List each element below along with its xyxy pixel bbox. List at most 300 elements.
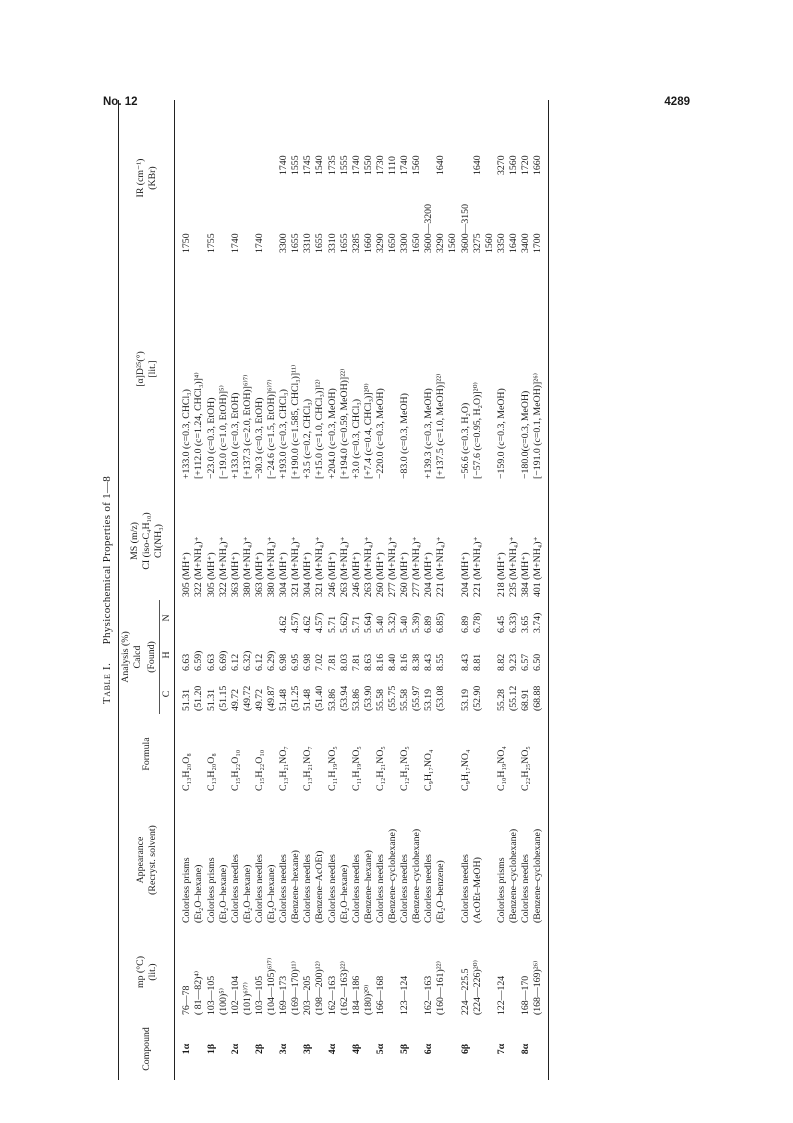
cell-h: 6.57 [520, 653, 531, 671]
cell-ms: 221 (M+NH₄)⁺ [435, 536, 447, 597]
cell-formula [435, 714, 447, 794]
cell-h: 8.16 [399, 653, 411, 671]
table-row [363, 100, 375, 1080]
cell-c: (55.75 [386, 685, 398, 711]
cell-rot: −83.0 (c=0.3, MeOH) [399, 393, 411, 479]
cell-rot: [−191.0 (c=0.1, MeOH)]²⁶⁾ [532, 256, 549, 482]
table-row [278, 100, 290, 1080]
cell-ms: 305 (MH⁺) [181, 552, 193, 597]
cell-ir1: 1560 [447, 233, 459, 253]
cell-compound [242, 1018, 254, 1080]
cell-app: Colorless needles [520, 854, 531, 923]
cell-ir1: 3290 [435, 233, 447, 253]
table-row [472, 100, 484, 1080]
cell-mp [387, 926, 399, 1018]
cell-compound: 4β [350, 1043, 362, 1055]
cell-rot [484, 256, 496, 482]
table-row [411, 100, 423, 1080]
cell-ms: 277 (M+NH₄)⁺ [386, 536, 398, 597]
cell-compound: 1α [181, 1043, 193, 1055]
cell-ir2: 1745 [302, 155, 314, 175]
cell-mp: (100)⁵⁾ [217, 987, 229, 1015]
cell-c: (51.15 [217, 685, 229, 711]
cell-formula: C₁₃H₂₁NO₇ [302, 746, 314, 791]
cell-ir2 [254, 100, 266, 178]
cell-mp [508, 926, 520, 1018]
cell-h: 7.81 [326, 653, 338, 671]
cell-rot: [+15.0 (c=1.0, CHCl₃)]¹²⁾ [314, 379, 326, 479]
cell-mp: 166—168 [374, 975, 386, 1015]
cell-app: (Benzene–cyclohexane) [411, 828, 423, 923]
table-row [351, 100, 363, 1080]
cell-mp: 184—186 [350, 975, 362, 1015]
cell-ir1: 3600—3200 [423, 204, 435, 253]
cell-mp: 102—104 [229, 975, 241, 1015]
cell-mp: 162—163 [326, 975, 338, 1015]
cell-ms: 321 (M+NH₄)⁺ [314, 536, 326, 597]
cell-rot: [+112.0 (c=1.24, CHCl₃)]⁴⁾ [193, 372, 205, 479]
cell-h: 6.98 [278, 653, 290, 671]
cell-formula: C₂₂H₂₅NO₅ [520, 746, 531, 791]
cell-mp: (180)²⁰⁾ [362, 984, 374, 1015]
cell-app: (Benzene–hexane) [290, 850, 302, 923]
header-ir: IR (cm⁻¹) (KBr) [119, 100, 175, 256]
cell-c [484, 674, 496, 714]
cell-rot: +133.0 (c=0.3, CHCl₃) [181, 389, 193, 479]
cell-mp: 203—205 [302, 975, 314, 1015]
cell-mp [411, 926, 423, 1018]
cell-mp: (160—161)²²⁾ [435, 961, 447, 1015]
cell-c: 51.31 [205, 688, 217, 711]
cell-mp: (101)⁶⁾⁷⁾ [241, 982, 253, 1015]
cell-h: 6.63 [205, 653, 217, 671]
cell-mp: (198—200)¹²⁾ [314, 961, 326, 1015]
cell-rot [411, 256, 423, 482]
cell-h: 8.43 [459, 653, 471, 671]
cell-compound [508, 1018, 520, 1080]
cell-app: (Benzene–cyclohexane) [507, 828, 519, 923]
cell-ir1: 1655 [338, 233, 350, 253]
cell-compound [484, 1018, 496, 1080]
cell-mp: 162—163 [423, 975, 435, 1015]
cell-ms: 322 (M+NH₄)⁺ [217, 536, 229, 597]
cell-formula: C₁₃H₂₁NO₇ [278, 746, 290, 791]
cell-ir2: 1740 [350, 155, 362, 175]
header-h: H [160, 636, 175, 674]
header-analysis: Analysis (%) Calcd [119, 600, 146, 714]
cell-ir2: 1660 [532, 100, 549, 178]
cell-mp: (224—226)²⁰⁾ [471, 960, 483, 1015]
cell-formula [290, 714, 302, 794]
cell-ir1: 3300 [399, 233, 411, 253]
cell-ir1 [193, 178, 205, 256]
cell-ir1: 1650 [411, 233, 423, 253]
cell-rot: [−57.6 (c=0.95, H₂O)]²⁰⁾ [471, 382, 483, 479]
cell-n [447, 600, 459, 636]
cell-c: 55.28 [495, 688, 507, 711]
cell-ir1: 3275 [471, 233, 483, 253]
cell-h [447, 636, 459, 674]
cell-rot: [+7.4 (c=0.4, CHCl₃)]²⁰⁾ [362, 383, 374, 479]
cell-mp: 122—124 [495, 975, 507, 1015]
cell-n: 6.89 [459, 615, 471, 633]
cell-n: 5.40 [374, 615, 386, 633]
cell-ir2: 1560 [507, 155, 519, 175]
cell-rot: +204.0 (c=0.3, MeOH) [326, 388, 338, 479]
cell-compound [218, 1018, 230, 1080]
rotated-table-block [96, 100, 692, 1080]
cell-c: (55.97 [411, 685, 423, 711]
header-n: N [160, 600, 175, 636]
cell-n [206, 600, 218, 636]
cell-n: 3.65 [520, 615, 531, 633]
cell-c: (53.94 [338, 685, 350, 711]
cell-formula: C₉H₁₇NO₄ [423, 749, 435, 791]
cell-mp: 123—124 [399, 975, 411, 1015]
cell-ir1 [266, 178, 278, 256]
cell-c: (53.90 [362, 685, 374, 711]
cell-mp: 169—173 [278, 975, 290, 1015]
cell-ms: 401 (M+NH₄)⁺ [532, 482, 549, 600]
cell-h: 6.32) [241, 650, 253, 671]
cell-h [484, 636, 496, 674]
cell-rot: [−24.6 (c=1.5, EtOH)]⁶⁾⁷⁾ [266, 379, 278, 479]
cell-ir2: 1560 [411, 155, 423, 175]
cell-ms: 235 (M+NH₄)⁺ [507, 536, 519, 597]
cell-h: 8.81 [471, 653, 483, 671]
cell-formula [484, 714, 496, 794]
cell-c: (68.88 [532, 674, 549, 714]
cell-formula [411, 714, 423, 794]
cell-ir1: 1755 [205, 233, 217, 253]
cell-ir2 [230, 100, 242, 178]
cell-ir1: 1655 [290, 233, 302, 253]
cell-app: Colorless needles [350, 854, 362, 923]
table-caption [96, 100, 118, 1080]
table-row [230, 100, 242, 1080]
journal-issue: No. 12 [103, 96, 138, 108]
cell-compound [363, 1018, 375, 1080]
cell-c: 51.48 [302, 688, 314, 711]
cell-rot [387, 256, 399, 482]
cell-compound: 1β [205, 1043, 217, 1055]
cell-ir2: 1110 [386, 156, 398, 175]
table-row [375, 100, 387, 1080]
cell-h: 8.38 [411, 653, 423, 671]
cell-ir1: 1700 [532, 178, 549, 256]
cell-app: Colorless needles [423, 854, 435, 923]
cell-ms [484, 482, 496, 600]
cell-mp: (169—170)¹¹⁾ [290, 961, 302, 1015]
cell-ir2: 1720 [520, 155, 531, 175]
cell-app: Colorless needles [326, 854, 338, 923]
cell-ir2: 1555 [338, 155, 350, 175]
cell-formula: C₁₀H₁₉NO₄ [495, 746, 507, 791]
cell-formula [266, 714, 278, 794]
cell-app: (Benzene–cyclohexane) [386, 828, 398, 923]
cell-c: 53.86 [326, 688, 338, 711]
cell-rot: −220.0 (c=0.3, MeOH) [374, 388, 386, 479]
cell-ms: 260 (MH⁺) [374, 552, 386, 597]
cell-n: 4.62 [278, 615, 290, 633]
cell-c: (51.40 [314, 685, 326, 711]
table-row [193, 100, 205, 1080]
cell-ms: 322 (M+NH₄)⁺ [193, 536, 205, 597]
table-row [175, 100, 194, 1080]
cell-c: (52.90 [471, 685, 483, 711]
cell-formula [508, 714, 520, 794]
cell-c [447, 674, 459, 714]
cell-compound: 5β [399, 1043, 411, 1055]
cell-ir1: 1650 [386, 233, 398, 253]
cell-ir1: 3400 [520, 233, 531, 253]
header-appearance: Appearance (Recryst. solvent) [119, 794, 175, 926]
table-row [447, 100, 459, 1080]
cell-ir2 [423, 100, 435, 178]
cell-ir2 [206, 100, 218, 178]
cell-app: (Benzene–AcOEt) [314, 850, 326, 923]
table-row [302, 100, 314, 1080]
table-row [206, 100, 218, 1080]
cell-c: (49.87 [266, 685, 278, 711]
cell-ms: 363 (MH⁺) [229, 552, 241, 597]
cell-c: 55.58 [399, 688, 411, 711]
cell-ms: 305 (MH⁺) [205, 552, 217, 597]
cell-n: 6.33) [507, 612, 519, 633]
cell-n: 3.74) [532, 600, 549, 636]
cell-app: Colorless prisms [205, 857, 217, 923]
cell-app: Colorless needles [374, 854, 386, 923]
cell-ir1: 3300 [278, 233, 290, 253]
cell-compound [339, 1018, 351, 1080]
cell-ms [447, 482, 459, 600]
cell-ir1: 3350 [495, 233, 507, 253]
table-row [242, 100, 254, 1080]
cell-ir1 [218, 178, 230, 256]
cell-rot: [+137.3 (c=2.0, EtOH)]⁶⁾⁷⁾ [241, 374, 253, 479]
cell-mp: 103—105 [253, 975, 265, 1015]
cell-compound [290, 1018, 302, 1080]
cell-c: 49.72 [229, 688, 241, 711]
cell-compound [435, 1018, 447, 1080]
cell-ir2 [484, 100, 496, 178]
cell-compound: 2β [253, 1043, 265, 1055]
cell-compound: 5α [374, 1043, 386, 1055]
cell-compound: 3β [302, 1043, 314, 1055]
cell-ms: 204 (MH⁺) [423, 552, 435, 597]
cell-formula: C₁₅H₂₂O₁₀ [253, 749, 265, 791]
cell-n: 5.40 [399, 615, 411, 633]
cell-app: (Et₂O–hexane) [193, 864, 205, 923]
cell-c: 53.86 [350, 688, 362, 711]
cell-mp: 168—170 [520, 975, 531, 1015]
cell-formula: C₁₂H₂₁NO₅ [399, 746, 411, 791]
table-row [484, 100, 496, 1080]
cell-ms: 263 (M+NH₄)⁺ [362, 536, 374, 597]
table-row [532, 100, 549, 1080]
cell-app: (Et₂O–hexane) [217, 864, 229, 923]
cell-h: 8.40 [386, 653, 398, 671]
cell-formula: C₉H₁₇NO₄ [459, 749, 471, 791]
cell-rot: −56.6 (c=0.3, H₂O) [459, 402, 471, 479]
cell-h: 8.55 [435, 653, 447, 671]
cell-rot: −159.0 (c=0.3, MeOH) [495, 388, 507, 479]
cell-rot: −180.0(c=0.3, MeOH) [520, 390, 531, 479]
table-row [508, 100, 520, 1080]
cell-compound [314, 1018, 326, 1080]
cell-n: 6.78) [471, 612, 483, 633]
cell-mp: ( 81—82)⁴⁾ [193, 970, 205, 1015]
table-row [399, 100, 411, 1080]
cell-ms: 277 (M+NH₄)⁺ [411, 536, 423, 597]
cell-n: 5.64) [362, 612, 374, 633]
cell-h: 6.12 [253, 653, 265, 671]
cell-rot: [−19.0 (c=1.0, EtOH)]⁵⁾ [217, 385, 229, 479]
cell-ir1: 3600—3150 [459, 204, 471, 253]
cell-ir1: 3310 [302, 233, 314, 253]
cell-ir1: 1660 [362, 233, 374, 253]
cell-compound: 2α [229, 1043, 241, 1055]
cell-n: 4.57) [314, 612, 326, 633]
cell-n [230, 600, 242, 636]
cell-c: (51.25 [290, 685, 302, 711]
header-c: C [160, 674, 175, 714]
cell-app: (AcOEt–MeOH) [471, 857, 483, 923]
cell-h: 8.82 [495, 653, 507, 671]
cell-rot: −30.3 (c=0.3, EtOH) [253, 397, 265, 479]
cell-h: 6.69) [217, 650, 229, 671]
cell-ir1: 3290 [374, 233, 386, 253]
cell-h: 9.23 [507, 653, 519, 671]
cell-ir2 [175, 100, 194, 178]
table-label: Table I. [101, 662, 113, 705]
cell-app: (Et₂O–hexane) [241, 864, 253, 923]
cell-ms: 321 (M+NH₄)⁺ [290, 536, 302, 597]
cell-ir1 [242, 178, 254, 256]
cell-compound: 3α [278, 1043, 290, 1055]
table-row [496, 100, 508, 1080]
cell-app: (Et₂O–benzene) [435, 860, 447, 923]
table-row [339, 100, 351, 1080]
table-row [435, 100, 447, 1080]
cell-rot [508, 256, 520, 482]
table-row [254, 100, 266, 1080]
cell-ms: 218 (MH⁺) [495, 552, 507, 597]
cell-ms: 380 (M+NH₄)⁺ [266, 536, 278, 597]
cell-formula [193, 714, 205, 794]
cell-compound: 6α [423, 1043, 435, 1055]
cell-ir2: 1730 [374, 155, 386, 175]
cell-h: 8.63 [362, 653, 374, 671]
cell-c: (51.20 [193, 685, 205, 711]
cell-mp: (168—169)²⁶⁾ [532, 926, 549, 1018]
cell-compound [411, 1018, 423, 1080]
cell-h: 6.63 [181, 653, 193, 671]
cell-ir1: 1740 [253, 233, 265, 253]
cell-formula [218, 714, 230, 794]
cell-compound: 6β [459, 1043, 471, 1055]
cell-compound [193, 1018, 205, 1080]
cell-formula: C₁₁H₁₉NO₅ [326, 746, 338, 791]
cell-formula [339, 714, 351, 794]
cell-ms: 384 (MH⁺) [520, 552, 531, 597]
header-mp: mp (°C) (lit.) [119, 926, 175, 1018]
cell-c: 53.19 [459, 688, 471, 711]
table-row [314, 100, 326, 1080]
cell-ir2: 1740 [278, 155, 290, 175]
cell-app: (Benzene–cyclohexane) [532, 794, 549, 926]
cell-n [266, 600, 278, 636]
cell-mp [484, 926, 496, 1018]
cell-formula [447, 714, 459, 794]
cell-n [484, 600, 496, 636]
cell-ms: 363 (MH⁺) [253, 552, 265, 597]
cell-app: Colorless needles [302, 854, 314, 923]
cell-ir1: 1560 [483, 233, 495, 253]
cell-n [193, 600, 205, 636]
cell-rot [447, 256, 459, 482]
cell-rot: +139.3 (c=0.3, MeOH) [423, 388, 435, 479]
table-row [327, 100, 339, 1080]
cell-rot: +3.0 (c=0.3, CHCl₃) [350, 398, 362, 479]
cell-mp: 76—78 [181, 985, 193, 1015]
cell-n [254, 600, 266, 636]
cell-n [218, 600, 230, 636]
page-number: 4289 [664, 96, 690, 108]
cell-ms: 304 (MH⁺) [278, 552, 290, 597]
cell-app: Colorless needles [399, 854, 411, 923]
cell-compound: 8α [520, 1043, 531, 1055]
cell-c: 49.72 [253, 688, 265, 711]
cell-formula [472, 714, 484, 794]
table-body [175, 100, 549, 1080]
cell-h: 6.59) [193, 650, 205, 671]
cell-formula: C₁₅H₂₂O₁₀ [229, 749, 241, 791]
table-row [218, 100, 230, 1080]
cell-ir2 [266, 100, 278, 178]
cell-n: 4.62 [302, 615, 314, 633]
cell-ir1: 3285 [350, 233, 362, 253]
cell-ir1: 1740 [229, 233, 241, 253]
header-formula: Formula [119, 714, 175, 794]
cell-ir2: 1640 [471, 155, 483, 175]
cell-compound: 4α [326, 1043, 338, 1055]
cell-ir2 [460, 100, 472, 178]
cell-c: 51.31 [181, 688, 193, 711]
table-row [520, 100, 532, 1080]
cell-n: 5.71 [326, 615, 338, 633]
cell-ms: 246 (MH⁺) [350, 552, 362, 597]
cell-c: 55.58 [374, 688, 386, 711]
cell-h: 6.50 [532, 636, 549, 674]
header-compound: Compound [119, 1018, 175, 1080]
header-analysis-found: (Found) [145, 600, 160, 714]
table-row [266, 100, 278, 1080]
cell-mp: (162—163)²²⁾ [338, 961, 350, 1015]
table-row [290, 100, 302, 1080]
cell-ms: 246 (MH⁺) [326, 552, 338, 597]
cell-ms: 380 (M+NH₄)⁺ [241, 536, 253, 597]
cell-ir1: 1640 [507, 233, 519, 253]
cell-n: 5.32) [386, 612, 398, 633]
cell-app: Colorless prisms [495, 857, 507, 923]
table-row [460, 100, 472, 1080]
cell-formula [387, 714, 399, 794]
cell-h: 8.43 [423, 653, 435, 671]
cell-formula [363, 714, 375, 794]
cell-n: 5.71 [350, 615, 362, 633]
cell-h: 7.81 [350, 653, 362, 671]
